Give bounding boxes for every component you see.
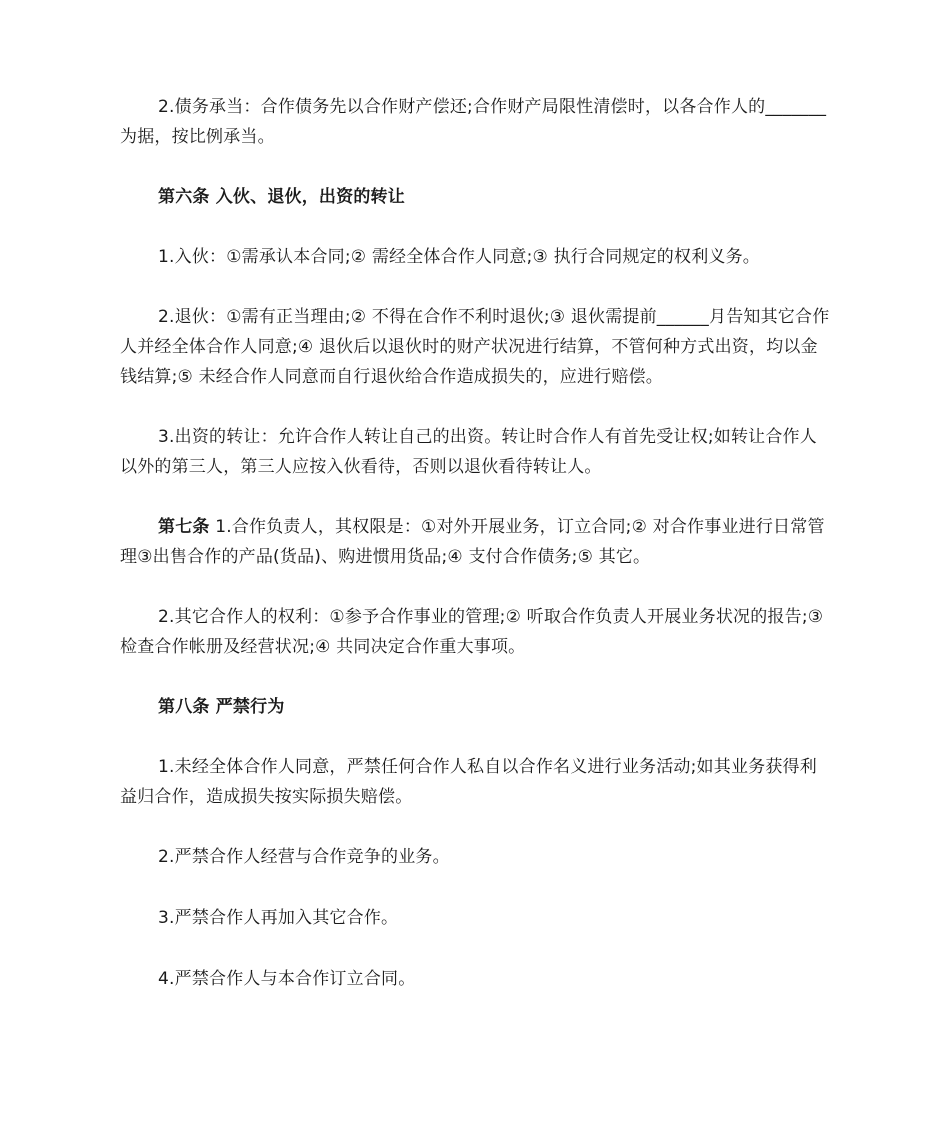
paragraph-transfer: 3.出资的转让：允许合作人转让自己的出资。转让时合作人有首先受让权;如转让合作人以外的第三人，第三人应按入伙看待，否则以退伙看待转让人。	[120, 427, 817, 477]
paragraph-prohibit-1: 1.未经全体合作人同意，严禁任何合作人私自以合作名义进行业务活动;如其业务获得利益归合作，造成损失按实际损失赔偿。	[120, 757, 817, 807]
paragraph-partner-rights: 2.其它合作人的权利：①参予合作事业的管理;② 听取合作负责人开展业务状况的报告;③ 检查合作帐册及经营状况;④ 共同决定合作重大事项。	[120, 607, 824, 657]
paragraph-join: 1.入伙：①需承认本合同;② 需经全体合作人同意;③ 执行合同规定的权利义务。	[158, 247, 761, 267]
document-page	[120, 92, 832, 994]
heading-article-8: 第八条 严禁行为	[158, 697, 285, 717]
paragraph-withdraw: 2.退伙：①需有正当理由;② 不得在合作不利时退伙;③ 退伙需提前______月告知其它合作人并经全体合作人同意;④ 退伙后以退伙时的财产状况进行结算，不管何种方式出资，均以金钱结算;⑤ 未经合作人同意而自行退伙给合作造成损失的，应进行赔偿。	[120, 307, 830, 387]
heading-article-6: 第六条 入伙、退伙，出资的转让	[158, 187, 405, 207]
article-7-text: 1.合作负责人，其权限是：①对外开展业务，订立合同;② 对合作事业进行日常管理③出售合作的产品(货品)、购进惯用货品;④ 支付合作债务;⑤ 其它。	[120, 517, 825, 567]
paragraph-prohibit-3: 3.严禁合作人再加入其它合作。	[158, 908, 399, 928]
paragraph-prohibit-4: 4.严禁合作人与本合作订立合同。	[158, 969, 416, 989]
paragraph-prohibit-2: 2.严禁合作人经营与合作竞争的业务。	[158, 847, 450, 867]
article-7-label: 第七条	[158, 517, 210, 537]
paragraph-debt: 2.债务承当：合作债务先以合作财产偿还;合作财产局限性清偿时，以各合作人的_______为据，按比例承当。	[120, 97, 827, 147]
paragraph-article-7	[120, 512, 832, 572]
